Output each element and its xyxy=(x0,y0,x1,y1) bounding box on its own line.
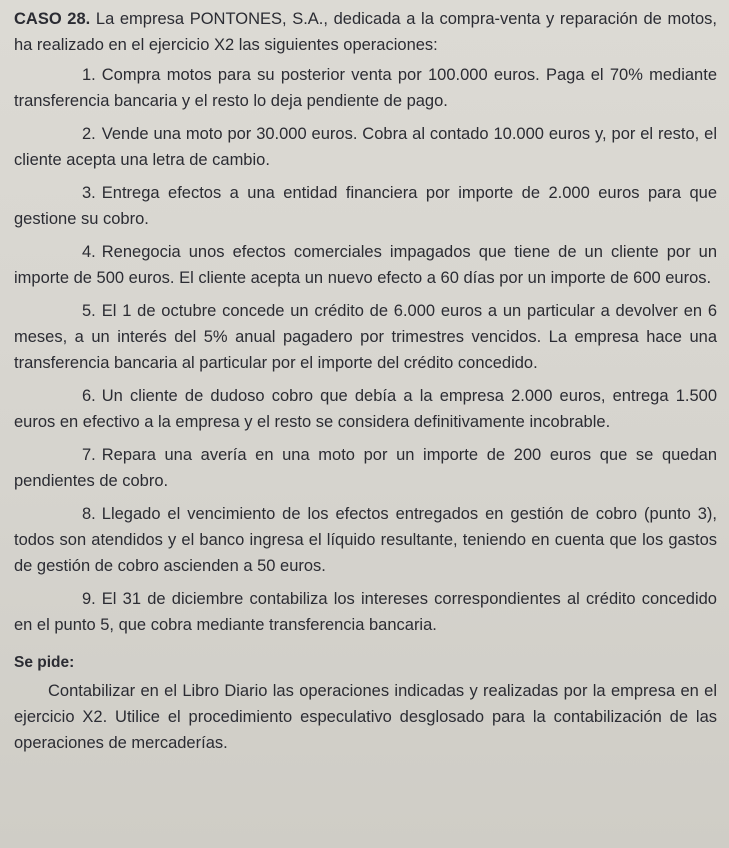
operation-item xyxy=(14,298,717,376)
operation-item xyxy=(14,383,717,435)
operation-item xyxy=(14,121,717,173)
operation-text: El 1 de octubre concede un crédito de 6.000 euros a un particular a devolver en 6 meses, a un interés del 5% anual pagadero por trimestres vencidos. La empresa hace una transferencia bancaria al particular por el importe del crédito concedido. xyxy=(14,302,717,372)
operation-number: 3. xyxy=(82,184,96,202)
operation-item xyxy=(14,180,717,232)
operation-text: Un cliente de dudoso cobro que debía a la empresa 2.000 euros, entrega 1.500 euros en efectivo a la empresa y el resto se considera definitivamente incobrable. xyxy=(14,387,717,431)
operation-text: Renegocia unos efectos comerciales impagados que tiene de un cliente por un importe de 500 euros. El cliente acepta un nuevo efecto a 60 días por un importe de 600 euros. xyxy=(14,243,717,287)
operation-item xyxy=(14,501,717,579)
case-intro xyxy=(14,6,717,58)
operation-number: 5. xyxy=(82,302,96,320)
operation-item xyxy=(14,239,717,291)
operation-text: Vende una moto por 30.000 euros. Cobra al contado 10.000 euros y, por el resto, el cliente acepta una letra de cambio. xyxy=(14,125,717,169)
operation-text: Entrega efectos a una entidad financiera por importe de 2.000 euros para que gestione su cobro. xyxy=(14,184,717,228)
operation-number: 1. xyxy=(82,66,96,84)
case-intro-text: La empresa PONTONES, S.A., dedicada a la compra-venta y reparación de motos, ha realizado en el ejercicio X2 las siguientes operaciones: xyxy=(14,10,717,54)
case-label: CASO 28. xyxy=(14,10,91,28)
operation-item xyxy=(14,442,717,494)
operation-item xyxy=(14,586,717,638)
request-heading: Se pide: xyxy=(14,654,75,671)
operation-number: 7. xyxy=(82,446,96,464)
operation-text: Compra motos para su posterior venta por 100.000 euros. Paga el 70% mediante transferencia bancaria y el resto lo deja pendiente de pago. xyxy=(14,66,717,110)
operation-number: 9. xyxy=(82,590,96,608)
operation-text: El 31 de diciembre contabiliza los intereses correspondientes al crédito concedido en el punto 5, que cobra mediante transferencia bancaria. xyxy=(14,590,717,634)
operation-number: 6. xyxy=(82,387,96,405)
request-text: Contabilizar en el Libro Diario las operaciones indicadas y realizadas por la empresa en el ejercicio X2. Utilice el procedimiento especulativo desglosado para la contabilización de las operaciones de mercaderías. xyxy=(14,682,717,752)
operation-text: Repara una avería en una moto por un importe de 200 euros que se quedan pendientes de cobro. xyxy=(14,446,717,490)
operation-number: 2. xyxy=(82,125,96,143)
operation-text: Llegado el vencimiento de los efectos entregados en gestión de cobro (punto 3), todos son atendidos y el banco ingresa el líquido resultante, teniendo en cuenta que los gastos de gestión de cobro ascienden a 50 euros. xyxy=(14,505,717,575)
operation-number: 8. xyxy=(82,505,96,523)
operation-number: 4. xyxy=(82,243,96,261)
operation-item xyxy=(14,62,717,114)
